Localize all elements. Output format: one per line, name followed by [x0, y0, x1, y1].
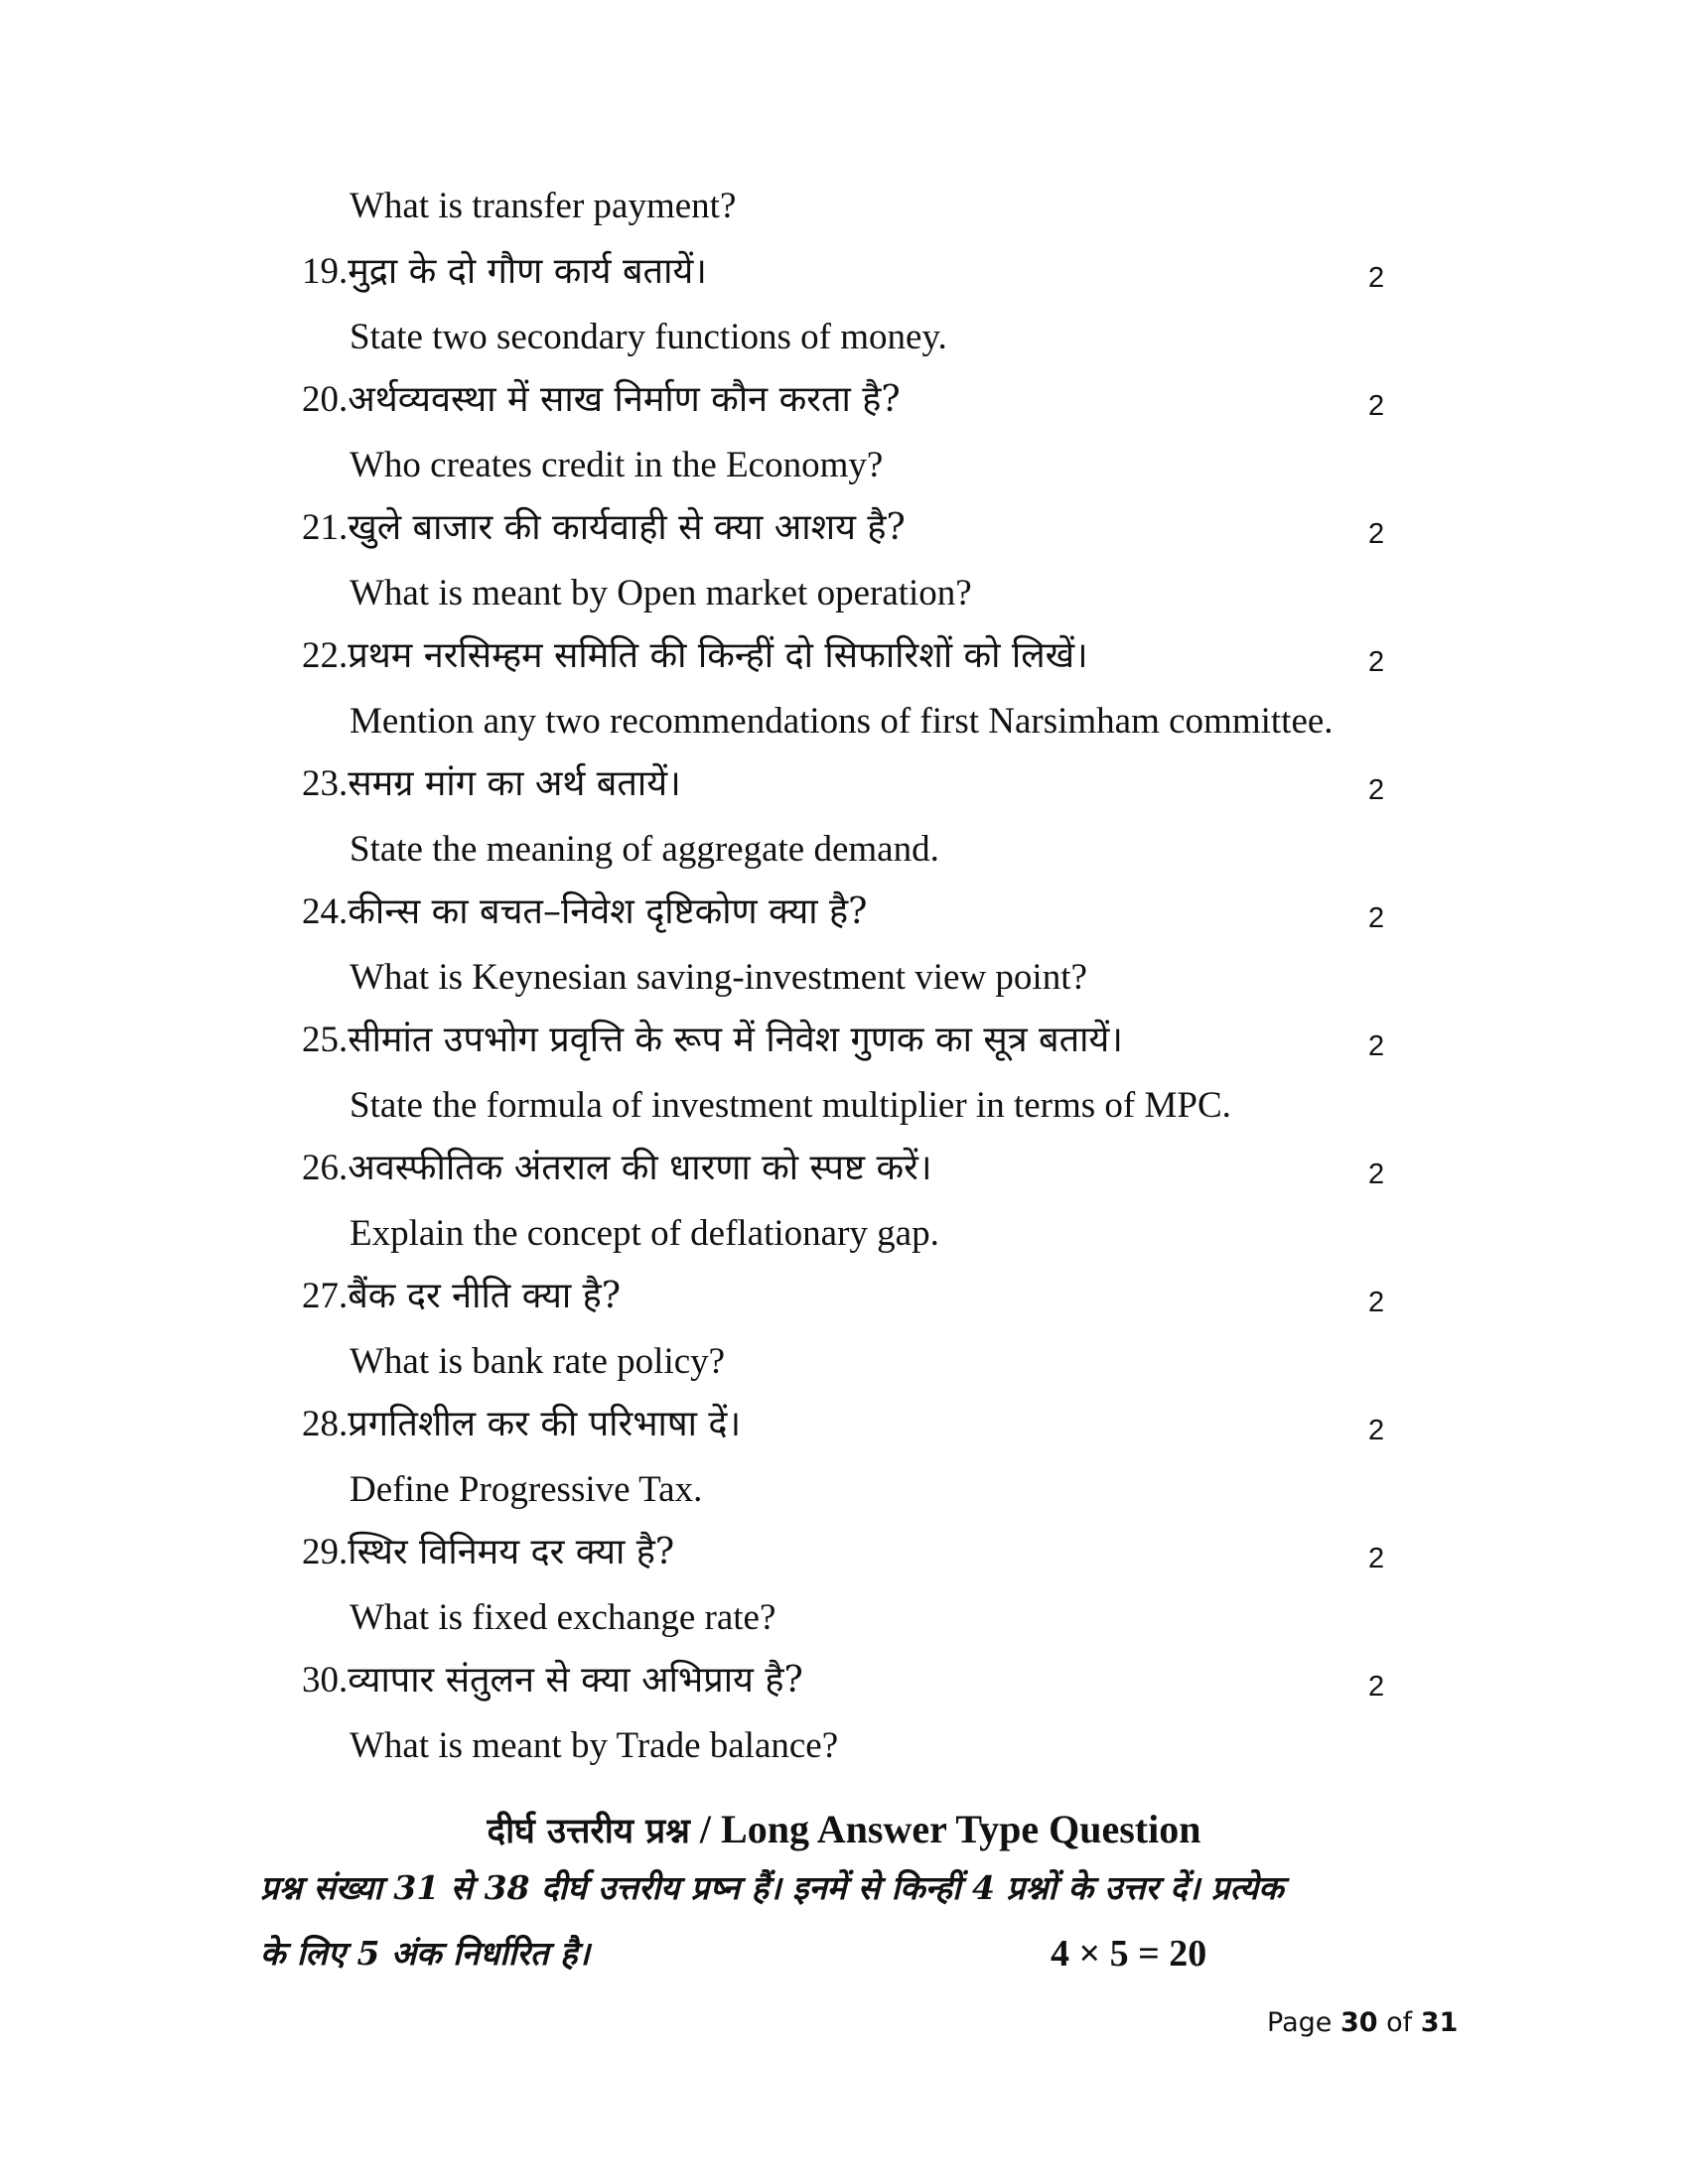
question-hindi	[302, 1147, 931, 1190]
question-marks: 2	[1368, 262, 1385, 294]
question-marks: 2	[1368, 1543, 1385, 1574]
question-marks: 2	[1368, 1671, 1385, 1703]
question-number: 26.	[302, 1148, 349, 1188]
question-marks: 2	[1368, 1159, 1385, 1190]
question-english: State the formula of investment multiplier in terms of MPC.	[350, 1085, 1231, 1126]
section-heading-hindi: दीर्घ उत्तरीय प्रश्न	[487, 1811, 690, 1851]
section-instruction-line-2: के लिए 5 अंक निर्धारित है।	[260, 1934, 591, 1973]
marks-formula: 4 × 5 = 20	[1051, 1933, 1207, 1975]
question-hindi-text: स्थिर विनिमय दर क्या है?	[348, 1532, 675, 1572]
question-english: State the meaning of aggregate demand.	[350, 829, 939, 870]
page-footer	[1267, 2007, 1458, 2038]
section-heading	[0, 1805, 1688, 1856]
question-hindi	[302, 762, 681, 806]
section-heading-english: Long Answer Type Question	[721, 1807, 1201, 1851]
question-number: 25.	[302, 1020, 349, 1060]
question-hindi-text: बैंक दर नीति क्या है?	[348, 1276, 622, 1316]
question-number: 20.	[302, 379, 349, 420]
question-english: Define Progressive Tax.	[350, 1469, 703, 1510]
question-english: State two secondary functions of money.	[350, 317, 947, 357]
question-marks: 2	[1368, 1030, 1385, 1062]
question-english: Explain the concept of deflationary gap.	[350, 1213, 939, 1254]
question-hindi-text: प्रथम नरसिम्हम समिति की किन्हीं दो सिफारिशों को लिखें।	[348, 635, 1088, 676]
question-hindi	[302, 1019, 1123, 1062]
question-hindi-text: अर्थव्यवस्था में साख निर्माण कौन करता है?	[348, 379, 901, 420]
question-number: 24.	[302, 891, 349, 932]
question-marks: 2	[1368, 774, 1385, 806]
question-marks: 2	[1368, 1287, 1385, 1318]
question-english: What is bank rate policy?	[350, 1341, 726, 1382]
question-marks: 2	[1368, 1415, 1385, 1446]
footer-page-word: Page	[1267, 2007, 1333, 2038]
question-english: Mention any two recommendations of first Narsimham committee.	[350, 701, 1334, 742]
question-hindi	[302, 1403, 741, 1446]
question-english: What is meant by Open market operation?	[350, 573, 972, 614]
question-marks: 2	[1368, 646, 1385, 678]
question-hindi	[302, 1659, 803, 1703]
question-marks: 2	[1368, 390, 1385, 422]
footer-total-pages: 31	[1420, 2007, 1459, 2038]
question-number: 23.	[302, 763, 349, 804]
question-hindi	[302, 1275, 621, 1318]
question-hindi	[302, 634, 1088, 678]
footer-of-word: of	[1386, 2007, 1413, 2038]
question-hindi-text: खुले बाजार की कार्यवाही से क्या आशय है?	[348, 507, 906, 548]
question-hindi	[302, 250, 707, 294]
question-hindi-text: व्यापार संतुलन से क्या अभिप्राय है?	[348, 1660, 803, 1701]
question-hindi-text: सीमांत उपभोग प्रवृत्ति के रूप में निवेश गुणक का सूत्र बतायें।	[348, 1020, 1123, 1060]
question-english: What is Keynesian saving-investment view point?	[350, 957, 1087, 998]
question-hindi	[302, 890, 867, 934]
question-number: 22.	[302, 635, 349, 676]
section-instruction-line-1: प्रश्न संख्या 31 से 38 दीर्घ उत्तरीय प्रष्न हैं। इनमें से किन्हीं 4 प्रश्नों के उत्तर दें। प्रत्येक	[260, 1868, 1284, 1907]
question-number: 19.	[302, 251, 349, 292]
question-hindi-text: मुद्रा के दो गौण कार्य बतायें।	[348, 251, 707, 292]
section-heading-separator: /	[689, 1807, 722, 1851]
question-hindi	[302, 506, 906, 550]
question-number: 29.	[302, 1532, 349, 1572]
question-hindi-text: कीन्स का बचत–निवेश दृष्टिकोण क्या है?	[348, 891, 868, 932]
question-number: 27.	[302, 1276, 349, 1316]
question-hindi	[302, 378, 901, 422]
question-english: Who creates credit in the Economy?	[350, 445, 884, 485]
question-18-english: What is transfer payment?	[350, 186, 737, 226]
question-number: 28.	[302, 1404, 349, 1444]
question-hindi-text: अवस्फीतिक अंतराल की धारणा को स्पष्ट करें।	[348, 1148, 932, 1188]
question-english: What is meant by Trade balance?	[350, 1725, 839, 1766]
question-number: 21.	[302, 507, 349, 548]
question-marks: 2	[1368, 518, 1385, 550]
question-hindi	[302, 1531, 674, 1574]
question-hindi-text: समग्र मांग का अर्थ बतायें।	[348, 763, 681, 804]
question-number: 30.	[302, 1660, 349, 1701]
question-english: What is fixed exchange rate?	[350, 1597, 776, 1638]
question-marks: 2	[1368, 902, 1385, 934]
question-hindi-text: प्रगतिशील कर की परिभाषा दें।	[348, 1404, 742, 1444]
footer-current-page: 30	[1339, 2007, 1378, 2038]
